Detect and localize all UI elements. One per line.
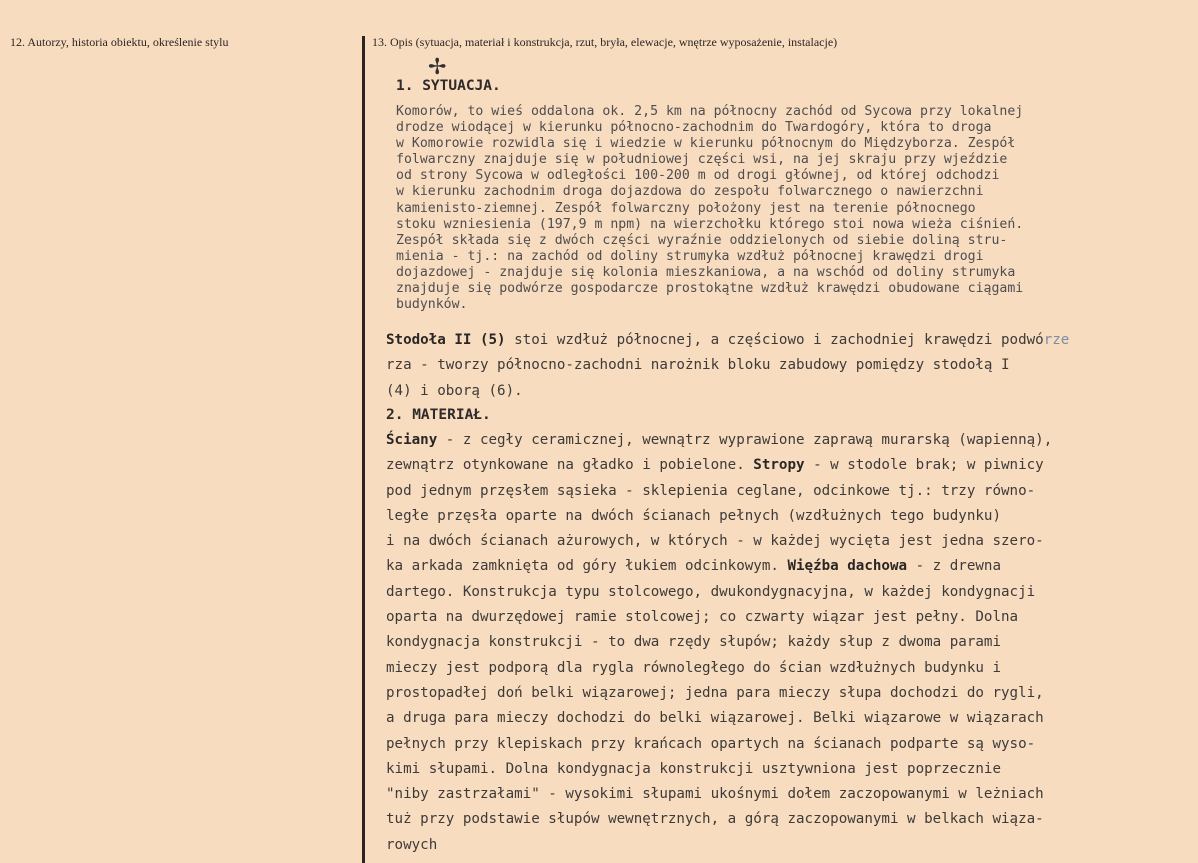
text-line [386, 554, 1186, 579]
stropy-label: Stropy [753, 457, 805, 474]
text-line: rowych [386, 836, 438, 853]
left-column [0, 0, 362, 863]
text-line: dojazdowej - znajduje się kolonia mieszkaniowa, a na wschód od doliny strumyka [396, 264, 1016, 280]
wiezba-label: Więźba dachowa [787, 558, 908, 575]
field-13-label: 13. Opis (sytuacja, materiał i konstrukcja, rzut, bryła, elewacje, wnętrze wyposażenie, instalacje) [372, 35, 838, 49]
text-line: w Komorowie rozwidla się i wiedzie w kierunku północnym do Międzyborza. Zespół [396, 136, 1016, 152]
text-segment: - w stodole brak; w piwnicy [804, 457, 1044, 474]
text-line: tuż przy podstawie słupów wewnętrznych, a górą zaczopowanymi w belkach wiąza- [386, 811, 1044, 828]
text-line [386, 328, 1186, 353]
text-line: oparta na dwurzędowej ramie stolcowej; co czwarty wiązar jest pełny. Dolna [386, 609, 1019, 626]
text-line: dartego. Konstrukcja typu stolcowego, dwukondygnacyjna, w każdej kondygnacji [386, 583, 1036, 600]
text-line: w kierunku zachodnim droga dojazdowa do zespołu folwarcznego o nawierzchni [396, 184, 984, 200]
section-2-heading: 2. MATERIAŁ. [386, 407, 491, 423]
text-line: "niby zastrzałami" - wysokimi słupami ukośnymi dołem zaczopowanymi w leżniach [386, 786, 1044, 803]
text-line: znajduje się podwórze gospodarcze prostokątne wzdłuż krawędzi obudowane ciągami [396, 281, 1024, 297]
text-segment: - z drewna [907, 558, 1002, 575]
text-line: i na dwóch ścianach ażurowych, w których - w każdej wycięta jest jedna szero- [386, 533, 1044, 550]
text-segment: - z cegły ceramicznej, wewnątrz wyprawione zaprawą murarską (wapienną), [437, 432, 1053, 448]
stodola-paragraph [386, 328, 1186, 404]
text-line: mieczy jest podporą dla rygla równoległego do ścian wzdłużnych budynku i [386, 659, 1001, 676]
text-line: prostopadłej doń belki wiązarowej; jedna para mieczy słupa dochodzi do rygli, [386, 684, 1044, 701]
text-segment: ka arkada zamknięta od góry łukiem odcinkowym. [386, 558, 788, 575]
text-line: mienia - tj.: na zachód od doliny strumyka wzdłuż północnej krawędzi drogi [396, 248, 984, 264]
field-12-label: 12. Autorzy, historia obiektu, określenie stylu [10, 35, 229, 49]
sciany-label: Ściany [386, 432, 438, 448]
text-line [386, 428, 1186, 453]
stodola-label: Stodoła II (5) [386, 332, 506, 348]
text-line: od strony Sycowa w odległości 100-200 m od drogi głównej, od której odchodzi [396, 168, 1000, 184]
text-line: kimi słupami. Dolna kondygnacja konstrukcji usztywniona jest poprzecznie [386, 760, 1001, 777]
text-segment: zewnątrz otynkowane na gładko i pobielone. [386, 457, 754, 474]
text-line: pełnych przy klepiskach przy krańcach opartych na ścianach podparte są wyso- [386, 735, 1036, 752]
text-line: Komorów, to wieś oddalona ok. 2,5 km na północny zachód od Sycowa przy lokalnej [396, 104, 1024, 119]
text-segment: stoi wzdłuż północnej, a częściowo i zachodniej krawędzi podwó [505, 332, 1044, 348]
text-line: folwarczny znajduje się w południowej części wsi, na jej skraju przy wjeździe [396, 152, 1008, 168]
text-line: ległe przęsła oparte na dwóch ścianach pełnych (wzdłużnych tego budynku) [386, 507, 1001, 524]
text-line: kamienisto-ziemnej. Zespół folwarczny położony jest na terenie północnego [396, 200, 976, 216]
text-line: Zespół składa się z dwóch części wyraźnie oddzielonych od siebie doliną stru- [396, 232, 1008, 248]
text-line: stoku wzniesienia (197,9 m npm) na wierzchołku którego stoi nowa wieża ciśnień. [396, 216, 1024, 232]
text-line: rza - tworzy północno-zachodni narożnik bloku zabudowy pomiędzy stodołą I [386, 357, 1010, 374]
text-line [386, 453, 1186, 478]
text-line: pod jednym przęsłem sąsieka - sklepienia ceglane, odcinkowe tj.: trzy równo- [386, 482, 1036, 499]
column-divider [362, 36, 365, 863]
section-1-heading: 1. SYTUACJA. [396, 78, 501, 94]
text-line: (4) i oborą (6). [386, 382, 523, 399]
text-line: budynków. [396, 297, 468, 313]
ink-mark-icon: ✢ [428, 55, 447, 80]
faint-text-segment: rze [1043, 332, 1070, 348]
section-2-paragraph [386, 428, 1186, 858]
text-line: a druga para mieczy dochodzi do belki wiązarowej. Belki wiązarowe w wiązarach [386, 710, 1044, 727]
text-line: drodze wiodącej w kierunku północno-zachodnim do Twardogóry, która to droga [396, 120, 992, 136]
text-line: kondygnacja konstrukcji - to dwa rzędy słupów; każdy słup z dwoma parami [386, 634, 1001, 651]
section-1-paragraph [396, 104, 1191, 313]
